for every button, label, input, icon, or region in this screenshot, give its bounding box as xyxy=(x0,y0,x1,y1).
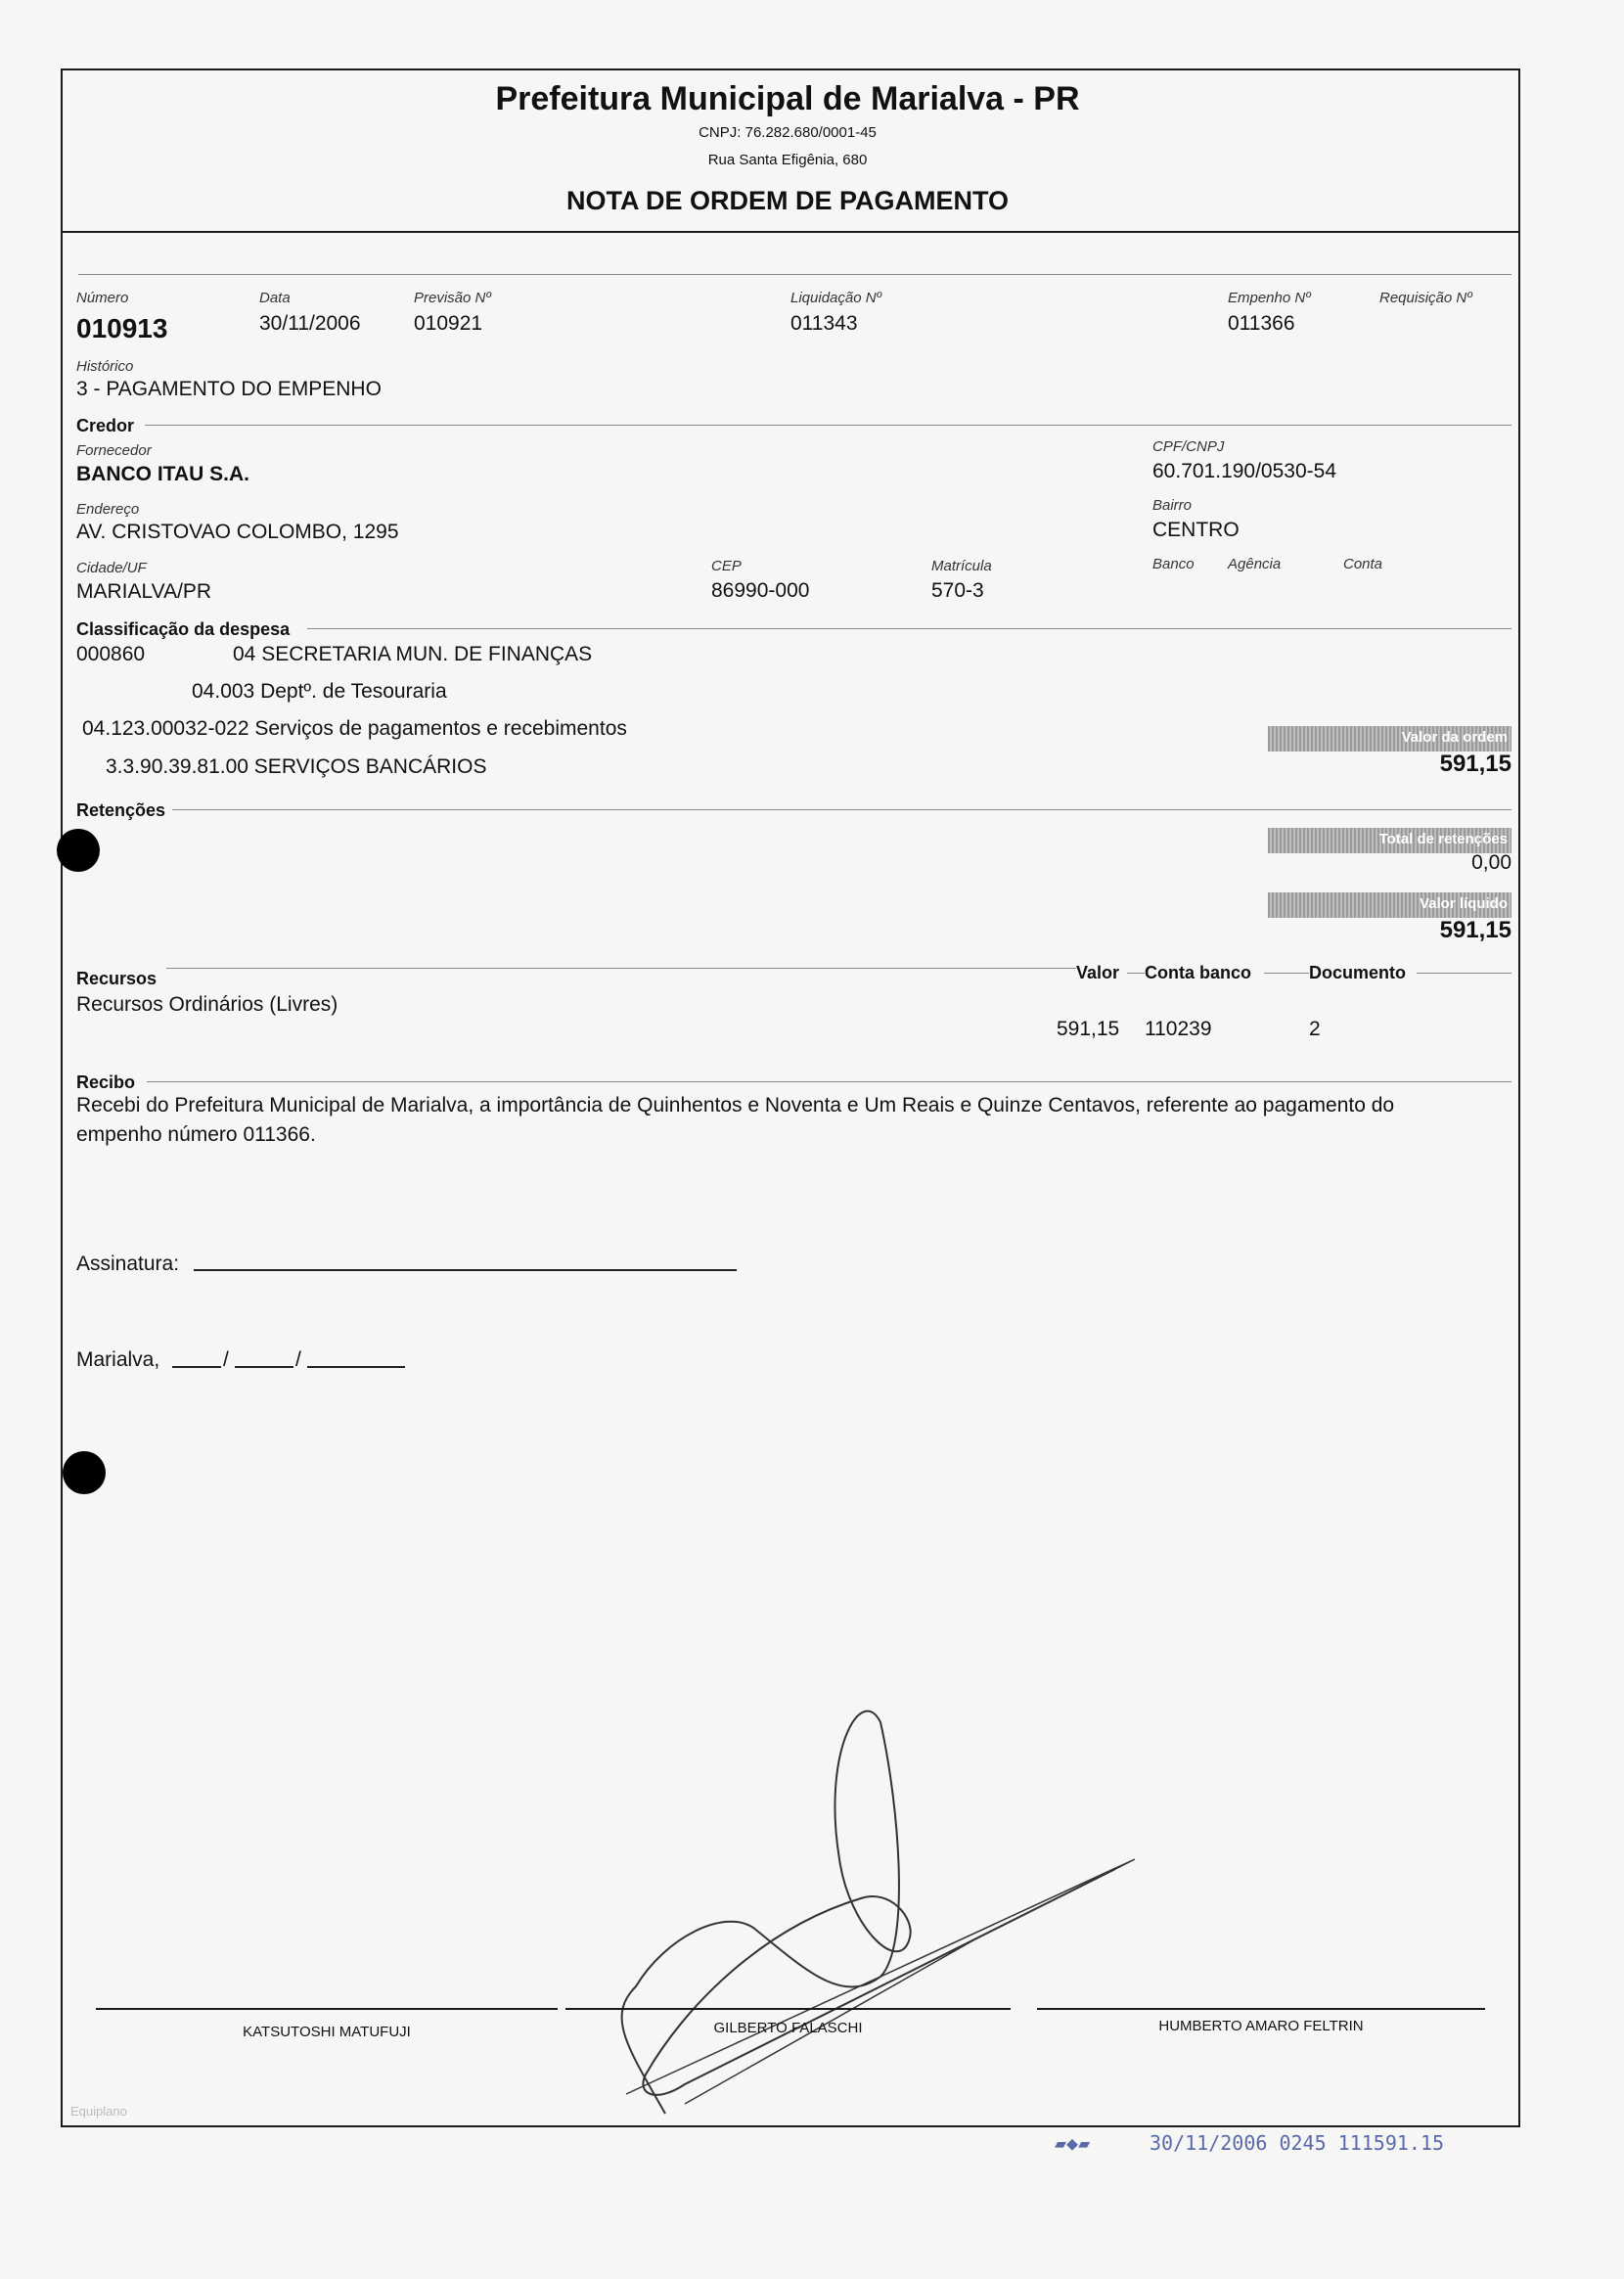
classificacao-rule xyxy=(307,628,1511,629)
assinatura-label: Assinatura: xyxy=(76,1253,180,1275)
cpf-value: 60.701.190/0530-54 xyxy=(1152,460,1337,482)
retencoes-rule xyxy=(172,809,1511,810)
funcional: 04.123.00032-022 Serviços de pagamentos e recebimentos xyxy=(82,717,627,740)
fornecedor-value: BANCO ITAU S.A. xyxy=(76,463,249,485)
date-slash-1: / xyxy=(223,1348,229,1371)
credor-rule xyxy=(145,425,1511,426)
recursos-rule-3 xyxy=(1264,973,1309,974)
endereco-value: AV. CRISTOVAO COLOMBO, 1295 xyxy=(76,521,399,543)
recibo-rule xyxy=(147,1081,1511,1082)
signature-line-2 xyxy=(565,2008,1011,2010)
historico-value: 3 - PAGAMENTO DO EMPENHO xyxy=(76,378,382,400)
recursos-rule xyxy=(166,968,1076,969)
recursos-valor-label: Valor xyxy=(1076,963,1120,982)
date-month-line[interactable] xyxy=(235,1366,293,1368)
ids-top-rule xyxy=(78,274,1511,275)
empenho-label: Empenho Nº xyxy=(1228,290,1311,306)
recursos-rule-2 xyxy=(1127,973,1145,974)
bairro-value: CENTRO xyxy=(1152,519,1240,541)
conta-label: Conta xyxy=(1343,556,1383,572)
data-label: Data xyxy=(259,290,291,306)
liquidacao-label: Liquidação Nº xyxy=(790,290,882,306)
orgao: 04 SECRETARIA MUN. DE FINANÇAS xyxy=(233,643,593,665)
recursos-valor: 591,15 xyxy=(1057,1018,1120,1040)
recursos-fonte: Recursos Ordinários (Livres) xyxy=(76,993,338,1016)
recursos-documento-label: Documento xyxy=(1309,963,1406,982)
valor-liquido-band xyxy=(1268,892,1511,918)
local-label: Marialva, xyxy=(76,1348,160,1371)
signature-line-1 xyxy=(96,2008,558,2010)
total-retencoes-label: Total de retenções xyxy=(1378,831,1508,847)
valor-ordem-band xyxy=(1268,726,1511,752)
recursos-conta-label: Conta banco xyxy=(1145,963,1252,982)
previsao-label: Previsão Nº xyxy=(414,290,491,306)
signatory-2: GILBERTO FALASCHI xyxy=(713,2020,863,2036)
matricula-value: 570-3 xyxy=(931,579,984,602)
cidade-label: Cidade/UF xyxy=(76,560,147,576)
empenho-value: 011366 xyxy=(1228,312,1295,335)
bairro-label: Bairro xyxy=(1152,497,1193,514)
historico-label: Histórico xyxy=(76,358,134,375)
endereco-label: Endereço xyxy=(76,501,140,518)
municipality-title: Prefeitura Municipal de Marialva - PR xyxy=(495,80,1080,117)
recursos-documento: 2 xyxy=(1309,1018,1321,1040)
punch-hole xyxy=(57,829,100,872)
cidade-value: MARIALVA/PR xyxy=(76,580,212,603)
stamp-logo-icon: ▰◆▰ xyxy=(1055,2131,1091,2155)
address: Rua Santa Efigênia, 680 xyxy=(707,152,868,168)
recibo-section: Recibo xyxy=(76,1072,136,1092)
classificacao-section: Classificação da despesa xyxy=(76,619,291,639)
recursos-section: Recursos xyxy=(76,969,158,988)
agencia-label: Agência xyxy=(1228,556,1282,572)
date-day-line[interactable] xyxy=(172,1366,221,1368)
punch-hole xyxy=(63,1451,106,1494)
numero-value: 010913 xyxy=(76,313,168,343)
date-slash-2: / xyxy=(295,1348,301,1371)
signatory-1: KATSUTOSHI MATUFUJI xyxy=(243,2024,411,2040)
cep-label: CEP xyxy=(711,558,742,574)
fornecedor-label: Fornecedor xyxy=(76,442,152,459)
banco-label: Banco xyxy=(1152,556,1195,572)
document-title: NOTA DE ORDEM DE PAGAMENTO xyxy=(565,186,1009,215)
handwritten-signature xyxy=(587,1693,1174,2143)
assinatura-line[interactable] xyxy=(194,1269,737,1271)
previsao-value: 010921 xyxy=(414,312,483,335)
recursos-conta: 110239 xyxy=(1145,1018,1212,1040)
valor-liquido-label: Valor líquido xyxy=(1419,895,1508,912)
data-value: 30/11/2006 xyxy=(259,312,361,335)
valor-ordem-label: Valor da ordem xyxy=(1401,729,1508,746)
total-retencoes-value: 0,00 xyxy=(1471,851,1511,874)
elemento: 3.3.90.39.81.00 SERVIÇOS BANCÁRIOS xyxy=(106,755,487,778)
recursos-rule-4 xyxy=(1417,973,1511,974)
credor-section: Credor xyxy=(76,416,135,435)
cep-value: 86990-000 xyxy=(711,579,810,602)
valor-ordem-value: 591,15 xyxy=(1439,751,1511,777)
date-year-line[interactable] xyxy=(307,1366,405,1368)
valor-liquido-value: 591,15 xyxy=(1439,917,1511,943)
signatory-3: HUMBERTO AMARO FELTRIN xyxy=(1158,2018,1364,2034)
total-retencoes-band xyxy=(1268,828,1511,853)
signature-line-3 xyxy=(1037,2008,1485,2010)
matricula-label: Matrícula xyxy=(931,558,992,574)
numero-label: Número xyxy=(76,290,129,306)
retencoes-section: Retenções xyxy=(76,800,166,820)
liquidacao-value: 011343 xyxy=(790,312,858,335)
recibo-line-1: Recebi do Prefeitura Municipal de Marialva, a importância de Quinhentos e Noventa e Um Reais e Quinze Centavos, referente ao pagamento do xyxy=(76,1094,1395,1117)
protocol-stamp: 30/11/2006 0245 111591.15 xyxy=(1150,2131,1445,2155)
requisicao-label: Requisição Nº xyxy=(1379,290,1472,306)
software-watermark: Equiplano xyxy=(70,2104,127,2119)
cnpj: CNPJ: 76.282.680/0001-45 xyxy=(699,124,877,141)
classificacao-code: 000860 xyxy=(76,643,146,665)
cpf-label: CPF/CNPJ xyxy=(1152,438,1225,455)
unidade: 04.003 Deptº. de Tesouraria xyxy=(192,680,447,703)
header-divider xyxy=(61,231,1520,233)
recibo-line-2: empenho número 011366. xyxy=(76,1123,316,1146)
